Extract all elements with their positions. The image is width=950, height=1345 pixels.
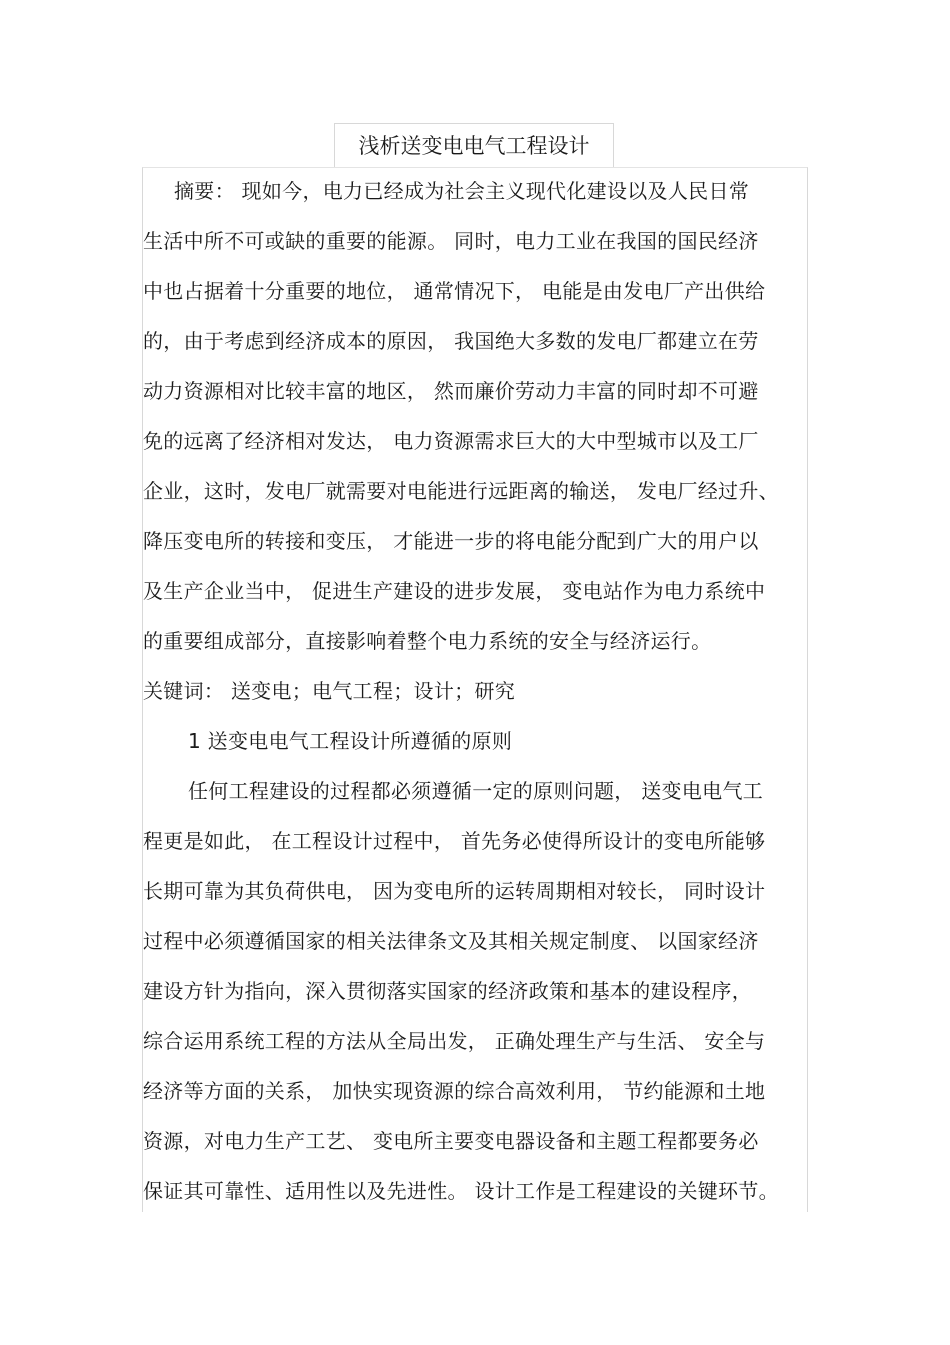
abstract-line-10: 的重要组成部分，直接影响着整个电力系统的安全与经济运行。 xyxy=(143,629,712,653)
abstract-line-7: 企业，这时，发电厂就需要对电能进行远距离的输送， 发电厂经过升、 xyxy=(143,479,779,503)
paragraph-line-6: 综合运用系统工程的方法从全局出发， 正确处理生产与生活、 安全与 xyxy=(143,1029,766,1053)
paragraph-line-7: 经济等方面的关系， 加快实现资源的综合高效利用， 节约能源和土地 xyxy=(143,1079,766,1103)
keywords-line: 关键词： 送变电；电气工程；设计；研究 xyxy=(143,679,516,703)
abstract-line-1: 摘要： 现如今，电力已经成为社会主义现代化建设以及人民日常 xyxy=(174,179,750,203)
paragraph-line-9: 保证其可靠性、适用性以及先进性。 设计工作是工程建设的关键环节。 xyxy=(143,1179,779,1203)
abstract-line-5: 动力资源相对比较丰富的地区， 然而廉价劳动力丰富的同时却不可避 xyxy=(143,379,759,403)
paragraph-line-3: 长期可靠为其负荷供电， 因为变电所的运转周期相对较长， 同时设计 xyxy=(143,879,766,903)
paragraph-line-1: 任何工程建设的过程都必须遵循一定的原则问题， 送变电电气工 xyxy=(188,779,764,803)
paragraph-line-2: 程更是如此， 在工程设计过程中， 首先务必使得所设计的变电所能够 xyxy=(143,829,766,853)
paragraph-line-5: 建设方针为指向，深入贯彻落实国家的经济政策和基本的建设程序， xyxy=(143,979,752,1003)
document-title: 浅析送变电电气工程设计 xyxy=(358,134,590,158)
paragraph-line-4: 过程中必须遵循国家的相关法律条文及其相关规定制度、 以国家经济 xyxy=(143,929,759,953)
abstract-line-9: 及生产企业当中， 促进生产建设的进步发展， 变电站作为电力系统中 xyxy=(143,579,766,603)
abstract-line-6: 免的远离了经济相对发达， 电力资源需求巨大的大中型城市以及工厂 xyxy=(143,429,759,453)
abstract-line-4: 的，由于考虑到经济成本的原因， 我国绝大多数的发电厂都建立在劳 xyxy=(143,329,759,353)
abstract-line-2: 生活中所不可或缺的重要的能源。 同时，电力工业在我国的国民经济 xyxy=(143,229,759,253)
abstract-line-3: 中也占据着十分重要的地位， 通常情况下， 电能是由发电厂产出供给 xyxy=(143,279,766,303)
abstract-line-8: 降压变电所的转接和变压， 才能进一步的将电能分配到广大的用户以 xyxy=(143,529,759,553)
paragraph-line-8: 资源，对电力生产工艺、 变电所主要变电器设备和主题工程都要务必 xyxy=(143,1129,759,1153)
section-heading-1: 1 送变电电气工程设计所遵循的原则 xyxy=(188,729,513,753)
